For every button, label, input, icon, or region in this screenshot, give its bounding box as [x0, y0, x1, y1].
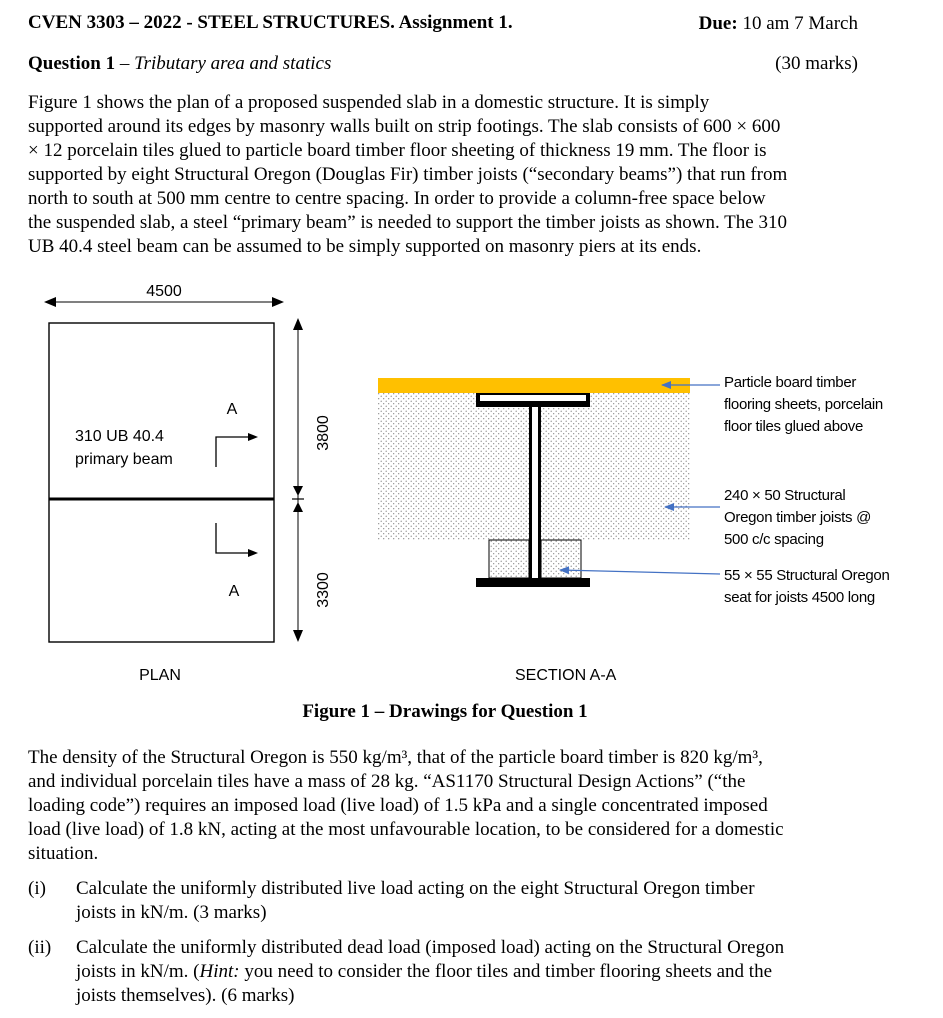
- arrow-right-icon: [272, 297, 284, 307]
- question-label: Question 1: [28, 53, 116, 74]
- question-marks: (30 marks): [775, 53, 858, 74]
- item-line: Calculate the uniformly distributed dead load (imposed load) acting on the Structural Oregon: [76, 937, 785, 958]
- intro-line: north to south at 500 mm centre to centre spacing. In order to provide a column-free space below: [28, 188, 766, 209]
- arrow-up-icon: [293, 318, 303, 330]
- dim-north-label: 3800: [315, 415, 332, 451]
- joist-seat-left: [489, 540, 529, 578]
- flooring-sheets: [378, 378, 690, 393]
- question-subtitle: Tributary area and statics: [134, 53, 332, 74]
- intro-line: Figure 1 shows the plan of a proposed suspended slab in a domestic structure. It is simply: [28, 92, 710, 113]
- question-heading: [28, 52, 331, 76]
- note-line: 500 c/c spacing: [724, 531, 824, 548]
- section-cut-bottom: [216, 523, 250, 553]
- section-mark-bottom: A: [228, 583, 240, 600]
- joist-seat-right: [541, 540, 581, 578]
- plan-title: PLAN: [139, 667, 181, 684]
- arrow-down-icon: [293, 630, 303, 642]
- due-value: 10 am 7 March: [742, 13, 858, 34]
- density-paragraph: [28, 746, 868, 866]
- note-flooring: [724, 372, 883, 438]
- item-text: joists in kN/m. (: [76, 961, 200, 982]
- note-line: flooring sheets, porcelain: [724, 396, 883, 413]
- item-line: [76, 960, 784, 984]
- due-date: [699, 12, 858, 36]
- item-number: (i): [28, 878, 46, 899]
- arrow-down-icon: [293, 486, 303, 496]
- density-line: loading code”) requires an imposed load (live load) of 1.5 kPa and a single concentrated imposed: [28, 795, 768, 816]
- width-dimension-label: 4500: [146, 283, 182, 300]
- plan-view: [44, 283, 332, 684]
- slab-outline: [49, 323, 274, 642]
- beam-label-2: primary beam: [75, 451, 173, 468]
- section-title: SECTION A-A: [515, 667, 617, 684]
- item-line: Calculate the uniformly distributed live load acting on the eight Structural Oregon timber: [76, 878, 755, 899]
- section-mark-top: A: [226, 401, 238, 418]
- intro-line: the suspended slab, a steel “primary beam” is needed to support the timber joists as shown. The 310: [28, 212, 787, 233]
- note-line: 240 × 50 Structural: [724, 487, 846, 504]
- question-item-ii: [28, 936, 888, 1008]
- beam-web-highlight: [532, 407, 538, 578]
- leader-seat: [560, 570, 720, 574]
- arrow-up-icon: [293, 502, 303, 512]
- density-line: situation.: [28, 843, 99, 864]
- note-seat: [724, 565, 890, 609]
- density-line: The density of the Structural Oregon is 550 kg/m³, that of the particle board timber is 820 kg/m³,: [28, 747, 763, 768]
- intro-line: supported by eight Structural Oregon (Douglas Fir) timber joists (“secondary beams”) that run from: [28, 164, 788, 185]
- note-line: Particle board timber: [724, 374, 857, 391]
- item-line: joists themselves). (6 marks): [76, 985, 295, 1006]
- question-dash: –: [115, 53, 135, 74]
- note-line: seat for joists 4500 long: [724, 589, 875, 606]
- beam-bottom-flange: [476, 578, 590, 587]
- item-text: you need to consider the floor tiles and timber flooring sheets and the: [239, 961, 773, 982]
- density-line: load (live load) of 1.8 kN, acting at the most unfavourable location, to be considered for a domestic: [28, 819, 784, 840]
- intro-line: UB 40.4 steel beam can be assumed to be simply supported on masonry piers at its ends.: [28, 236, 702, 257]
- beam-top-flange-highlight: [480, 395, 586, 401]
- question-item-i: [28, 877, 888, 925]
- section-arrow-bottom-icon: [248, 549, 258, 557]
- intro-paragraph: [28, 91, 868, 259]
- note-line: Oregon timber joists @: [724, 509, 872, 526]
- intro-line: × 12 porcelain tiles glued to particle board timber floor sheeting of thickness 19 mm. The floor is: [28, 140, 767, 161]
- item-number: (ii): [28, 937, 52, 958]
- note-joists: [724, 485, 871, 551]
- intro-line: supported around its edges by masonry walls built on strip footings. The slab consists of 600 × 600: [28, 116, 781, 137]
- section-view: [378, 378, 720, 684]
- due-label: Due:: [698, 13, 738, 34]
- course-title: CVEN 3303 – 2022 - STEEL STRUCTURES. Assignment 1.: [28, 12, 513, 33]
- note-line: 55 × 55 Structural Oregon: [724, 567, 890, 584]
- section-cut-top: [216, 437, 250, 467]
- item-body: [76, 877, 755, 925]
- note-line: floor tiles glued above: [724, 418, 864, 435]
- dim-south-label: 3300: [315, 572, 332, 608]
- density-line: and individual porcelain tiles have a mass of 28 kg. “AS1170 Structural Design Actions” (“the: [28, 771, 746, 792]
- arrow-left-icon: [44, 297, 56, 307]
- item-body: [76, 936, 784, 1008]
- figure-caption: Figure 1 – Drawings for Question 1: [302, 701, 588, 722]
- beam-label-1: 310 UB 40.4: [75, 428, 164, 445]
- section-arrow-top-icon: [248, 433, 258, 441]
- hint-label: Hint:: [199, 961, 240, 982]
- item-line: joists in kN/m. (3 marks): [76, 902, 267, 923]
